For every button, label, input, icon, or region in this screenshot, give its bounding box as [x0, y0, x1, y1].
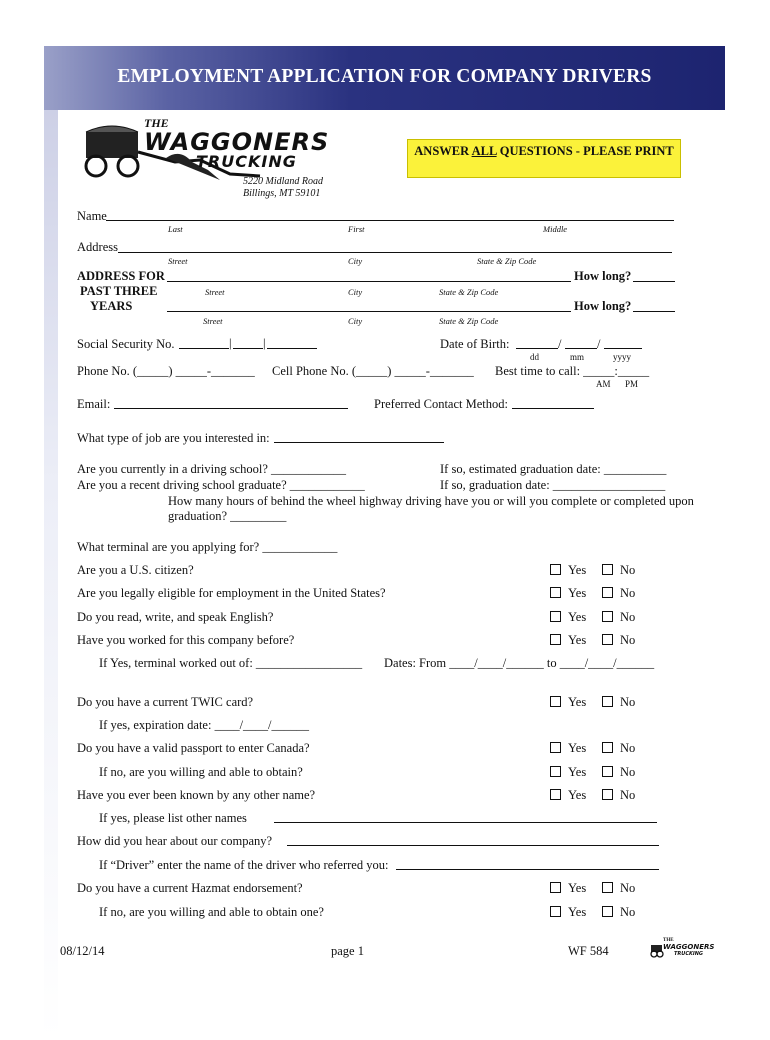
- hazmat-obtain-yes[interactable]: Yes: [550, 905, 586, 920]
- checkbox-icon[interactable]: [550, 742, 561, 753]
- checkbox-icon[interactable]: [550, 789, 561, 800]
- checkbox-icon[interactable]: [602, 564, 613, 575]
- am-label: AM: [596, 379, 611, 389]
- other-name-yes[interactable]: Yes: [550, 788, 586, 803]
- name-label: Name: [77, 209, 107, 223]
- ssn-label: Social Security No.: [77, 337, 175, 351]
- dob-day-field[interactable]: [516, 348, 558, 349]
- footer-logo-trucking: TRUCKING: [674, 951, 704, 957]
- checkbox-icon[interactable]: [602, 742, 613, 753]
- form-title: EMPLOYMENT APPLICATION FOR COMPANY DRIVERS: [117, 66, 652, 87]
- other-name-no[interactable]: No: [602, 788, 635, 803]
- footer-date: 08/12/14: [60, 944, 105, 958]
- driving-school-question[interactable]: Are you currently in a driving school? ____________: [77, 462, 347, 476]
- checkbox-icon[interactable]: [602, 882, 613, 893]
- passport-question: Do you have a valid passport to enter Canada?: [77, 741, 310, 755]
- phone-field[interactable]: Phone No. (_____) _____-_______: [77, 364, 255, 378]
- worked-before-question: Have you worked for this company before?: [77, 633, 295, 647]
- hazmat-obtain-no[interactable]: No: [602, 905, 635, 920]
- address-field[interactable]: [118, 252, 672, 253]
- passport-obtain-no[interactable]: No: [602, 765, 635, 780]
- name-first-label: First: [348, 224, 365, 234]
- english-no[interactable]: No: [602, 610, 635, 625]
- dob-mm-label: mm: [570, 352, 585, 362]
- footer-form-number: WF 584: [568, 944, 609, 958]
- recent-grad-question[interactable]: Are you a recent driving school graduate? ____________: [77, 478, 365, 492]
- checkbox-icon[interactable]: [550, 587, 561, 598]
- past-1-state-label: State & Zip Code: [439, 287, 499, 297]
- company-address-2: Billings, MT 59101: [243, 188, 321, 199]
- checkbox-icon[interactable]: [550, 564, 561, 575]
- checkbox-icon[interactable]: [602, 766, 613, 777]
- dob-label: Date of Birth:: [440, 337, 510, 351]
- logo-the: THE: [144, 116, 169, 130]
- hear-about-label: How did you hear about our company?: [77, 834, 273, 848]
- other-name-question: Have you ever been known by any other name?: [77, 788, 316, 802]
- address-city-label: City: [348, 256, 363, 266]
- checkbox-icon[interactable]: [550, 766, 561, 777]
- past-address-label-1: ADDRESS FOR: [77, 269, 165, 283]
- footer-page: page 1: [331, 944, 364, 958]
- ssn-field-3[interactable]: [267, 348, 317, 349]
- checkbox-icon[interactable]: [602, 634, 613, 645]
- best-time-field[interactable]: Best time to call: _____:_____: [495, 364, 650, 378]
- dates-worked-field[interactable]: Dates: From ____/____/______ to ____/____/______: [384, 656, 655, 670]
- job-type-label: What type of job are you interested in:: [77, 431, 270, 445]
- passport-yes[interactable]: Yes: [550, 741, 586, 756]
- checkbox-icon[interactable]: [550, 696, 561, 707]
- dob-year-field[interactable]: [604, 348, 642, 349]
- logo-name: WAGGONERS: [144, 128, 330, 156]
- ssn-separator-2: |: [263, 336, 266, 350]
- hours-question-2[interactable]: graduation? _________: [168, 509, 287, 523]
- past-address-2-field[interactable]: [167, 311, 571, 312]
- contact-method-field[interactable]: [512, 408, 594, 409]
- hear-about-field[interactable]: [287, 845, 659, 846]
- checkbox-icon[interactable]: [602, 789, 613, 800]
- citizen-question: Are you a U.S. citizen?: [77, 563, 194, 577]
- checkbox-icon[interactable]: [550, 634, 561, 645]
- checkbox-icon[interactable]: [602, 611, 613, 622]
- passport-obtain-question: If no, are you willing and able to obtain?: [99, 765, 303, 779]
- how-long-2-field[interactable]: [633, 311, 675, 312]
- notice-box: [407, 139, 681, 178]
- dob-yyyy-label: yyyy: [613, 352, 631, 362]
- address-label: Address: [77, 240, 118, 254]
- dob-dd-label: dd: [530, 352, 539, 362]
- hours-question-1: How many hours of behind the wheel highway driving have you or will you complete or completed upon: [168, 494, 694, 508]
- past-2-city-label: City: [348, 316, 363, 326]
- past-address-1-field[interactable]: [167, 281, 571, 282]
- cell-phone-field[interactable]: Cell Phone No. (_____) _____-_______: [272, 364, 474, 378]
- ssn-field-2[interactable]: [233, 348, 263, 349]
- twic-question: Do you have a current TWIC card?: [77, 695, 254, 709]
- terminal-worked-field[interactable]: If Yes, terminal worked out of: _________________: [99, 656, 363, 670]
- english-yes[interactable]: Yes: [550, 610, 586, 625]
- dob-month-field[interactable]: [565, 348, 597, 349]
- grad-date-field[interactable]: If so, graduation date: __________________: [440, 478, 666, 492]
- ssn-field-1[interactable]: [179, 348, 229, 349]
- notice-text: ANSWER ALL QUESTIONS - PLEASE PRINT: [414, 144, 674, 158]
- name-middle-label: Middle: [543, 224, 568, 234]
- eligible-yes[interactable]: Yes: [550, 586, 586, 601]
- terminal-question[interactable]: What terminal are you applying for? ____________: [77, 540, 338, 554]
- passport-obtain-yes[interactable]: Yes: [550, 765, 586, 780]
- past-address-label-3: YEARS: [90, 299, 133, 313]
- checkbox-icon[interactable]: [602, 587, 613, 598]
- driver-referral-field[interactable]: [396, 869, 659, 870]
- twic-no[interactable]: No: [602, 695, 635, 710]
- address-street-label: Street: [168, 256, 188, 266]
- how-long-2-label: How long?: [574, 299, 632, 313]
- other-names-field[interactable]: [274, 822, 657, 823]
- hazmat-obtain-question: If no, are you willing and able to obtain one?: [99, 905, 324, 919]
- past-1-city-label: City: [348, 287, 363, 297]
- contact-method-label: Preferred Contact Method:: [374, 397, 508, 411]
- job-type-field[interactable]: [274, 442, 444, 443]
- grad-estimated-field[interactable]: If so, estimated graduation date: __________: [440, 462, 667, 476]
- checkbox-icon[interactable]: [550, 906, 561, 917]
- ssn-separator-1: |: [229, 336, 232, 350]
- checkbox-icon[interactable]: [550, 882, 561, 893]
- past-2-state-label: State & Zip Code: [439, 316, 499, 326]
- hazmat-yes[interactable]: Yes: [550, 881, 586, 896]
- checkbox-icon[interactable]: [602, 906, 613, 917]
- past-address-label-2: PAST THREE: [80, 284, 158, 298]
- hazmat-question: Do you have a current Hazmat endorsement?: [77, 881, 303, 895]
- address-state-label: State & Zip Code: [477, 256, 537, 266]
- citizen-no[interactable]: No: [602, 563, 635, 578]
- title-banner: [44, 46, 725, 110]
- driver-referral-label: If “Driver” enter the name of the driver who referred you:: [99, 858, 389, 872]
- passport-no[interactable]: No: [602, 741, 635, 756]
- company-address-1: 5220 Midland Road: [243, 176, 323, 187]
- checkbox-icon[interactable]: [550, 611, 561, 622]
- hazmat-no[interactable]: No: [602, 881, 635, 896]
- checkbox-icon[interactable]: [602, 696, 613, 707]
- eligible-question: Are you legally eligible for employment in the United States?: [77, 586, 386, 600]
- worked-before-yes[interactable]: Yes: [550, 633, 586, 648]
- twic-expiration-field[interactable]: If yes, expiration date: ____/____/______: [99, 718, 310, 732]
- footer-logo-name: WAGGONERS: [663, 943, 715, 951]
- side-accent: [44, 110, 58, 1040]
- citizen-yes[interactable]: Yes: [550, 563, 586, 578]
- name-last-label: Last: [168, 224, 183, 234]
- footer-logo: [650, 938, 715, 960]
- dob-slash-2: /: [597, 337, 601, 351]
- email-field[interactable]: [114, 408, 348, 409]
- english-question: Do you read, write, and speak English?: [77, 610, 274, 624]
- dob-slash-1: /: [558, 337, 562, 351]
- past-1-street-label: Street: [205, 287, 225, 297]
- email-label: Email:: [77, 397, 111, 411]
- footer-logo-the: THE: [663, 938, 674, 943]
- logo-trucking: TRUCKING: [196, 152, 297, 171]
- pm-label: PM: [625, 379, 639, 389]
- eligible-no[interactable]: No: [602, 586, 635, 601]
- twic-yes[interactable]: Yes: [550, 695, 586, 710]
- worked-before-no[interactable]: No: [602, 633, 635, 648]
- name-field[interactable]: [106, 220, 674, 221]
- how-long-1-label: How long?: [574, 269, 632, 283]
- other-names-label: If yes, please list other names: [99, 811, 247, 825]
- how-long-1-field[interactable]: [633, 281, 675, 282]
- past-2-street-label: Street: [203, 316, 223, 326]
